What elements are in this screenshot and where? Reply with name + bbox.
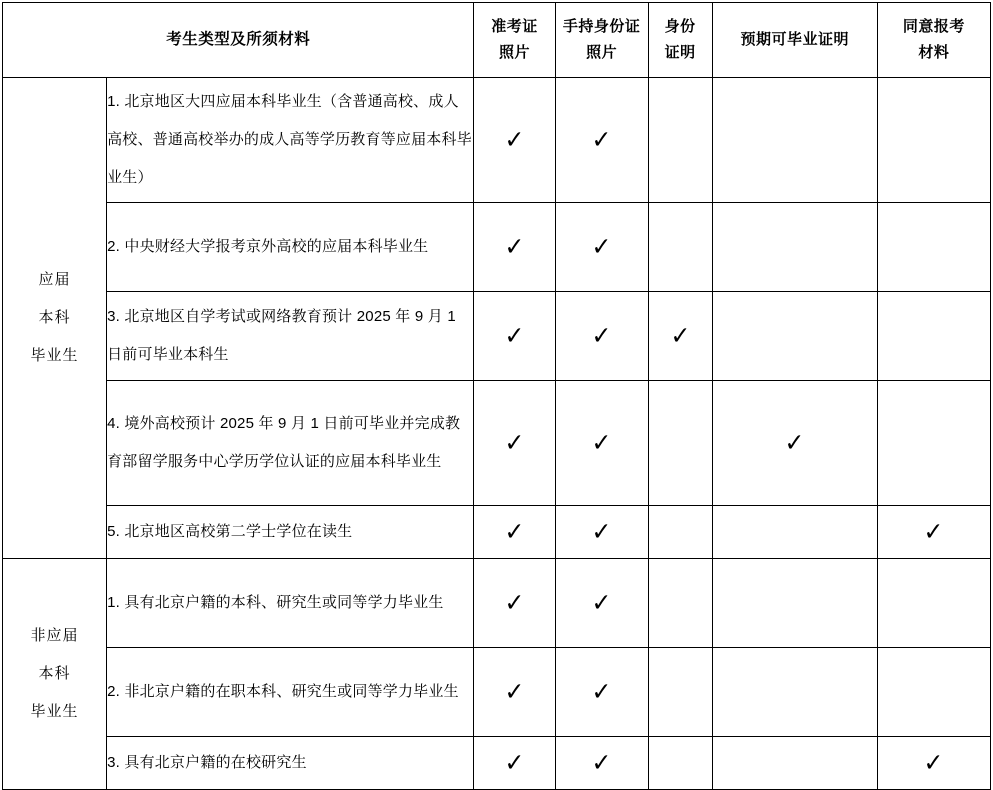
cell-handheld-id-photo — [555, 203, 648, 292]
cell-consent-material — [877, 203, 990, 292]
group-label-line1: 应届 — [38, 271, 71, 288]
column-header-admission-photo — [474, 3, 555, 78]
check-mark: ✓ — [504, 517, 525, 546]
cell-id-proof — [648, 648, 712, 737]
check-mark: ✓ — [591, 748, 612, 777]
column-header-handheld-id-photo — [555, 3, 648, 78]
column-header-admission-photo-line1: 准考证 — [491, 18, 538, 35]
cell-handheld-id-photo — [555, 506, 648, 559]
group-label-non-fresh-graduate — [3, 559, 107, 790]
cell-handheld-id-photo — [555, 648, 648, 737]
table-row — [3, 506, 991, 559]
cell-id-proof — [648, 78, 712, 203]
check-mark: ✓ — [504, 125, 525, 154]
table-row — [3, 737, 991, 790]
check-mark: ✓ — [670, 321, 691, 350]
row-description: 1. 具有北京户籍的本科、研究生或同等学力毕业生 — [107, 559, 474, 648]
check-mark: ✓ — [504, 232, 525, 261]
cell-consent-material — [877, 381, 990, 506]
row-description: 4. 境外高校预计 2025 年 9 月 1 日前可毕业并完成教育部留学服务中心学历学位认证的应届本科毕业生 — [107, 381, 474, 506]
cell-admission-photo — [474, 648, 555, 737]
cell-consent-material — [877, 648, 990, 737]
check-mark: ✓ — [504, 677, 525, 706]
cell-graduation-proof — [712, 506, 877, 559]
column-header-consent-material — [877, 3, 990, 78]
column-header-admission-photo-line2: 照片 — [499, 44, 531, 61]
check-mark: ✓ — [504, 321, 525, 350]
cell-handheld-id-photo — [555, 78, 648, 203]
cell-consent-material — [877, 292, 990, 381]
table-row — [3, 203, 991, 292]
cell-id-proof — [648, 381, 712, 506]
cell-consent-material — [877, 737, 990, 790]
cell-admission-photo — [474, 559, 555, 648]
table-header — [3, 3, 991, 78]
cell-graduation-proof — [712, 381, 877, 506]
table-row — [3, 559, 991, 648]
check-mark: ✓ — [591, 677, 612, 706]
table-row — [3, 292, 991, 381]
cell-graduation-proof — [712, 203, 877, 292]
check-mark: ✓ — [591, 517, 612, 546]
column-header-consent-material-line2: 材料 — [918, 44, 950, 61]
table-row — [3, 381, 991, 506]
cell-consent-material — [877, 78, 990, 203]
column-header-candidate-type: 考生类型及所须材料 — [3, 3, 474, 78]
cell-graduation-proof — [712, 737, 877, 790]
group-label-line2: 本科 — [38, 665, 71, 682]
cell-id-proof — [648, 506, 712, 559]
cell-admission-photo — [474, 78, 555, 203]
row-description: 5. 北京地区高校第二学士学位在读生 — [107, 506, 474, 559]
cell-admission-photo — [474, 292, 555, 381]
check-mark: ✓ — [591, 321, 612, 350]
table-row — [3, 78, 991, 203]
cell-id-proof — [648, 203, 712, 292]
group-label-line3: 毕业生 — [30, 703, 79, 720]
column-header-handheld-id-photo-line1: 手持身份证 — [562, 18, 641, 35]
cell-graduation-proof — [712, 78, 877, 203]
check-mark: ✓ — [923, 517, 944, 546]
column-header-id-proof-line1: 身份 — [664, 18, 696, 35]
check-mark: ✓ — [591, 428, 612, 457]
group-label-line1: 非应届 — [30, 627, 79, 644]
row-description: 3. 具有北京户籍的在校研究生 — [107, 737, 474, 790]
group-label-line2: 本科 — [38, 309, 71, 326]
document-page — [0, 2, 993, 777]
cell-admission-photo — [474, 203, 555, 292]
check-mark: ✓ — [504, 588, 525, 617]
cell-id-proof — [648, 559, 712, 648]
check-mark: ✓ — [591, 588, 612, 617]
row-description: 2. 非北京户籍的在职本科、研究生或同等学力毕业生 — [107, 648, 474, 737]
cell-id-proof — [648, 737, 712, 790]
cell-consent-material — [877, 506, 990, 559]
row-description: 2. 中央财经大学报考京外高校的应届本科毕业生 — [107, 203, 474, 292]
check-mark: ✓ — [923, 748, 944, 777]
table-row — [3, 648, 991, 737]
table-body — [3, 78, 991, 790]
cell-handheld-id-photo — [555, 292, 648, 381]
column-header-id-proof-line2: 证明 — [664, 44, 696, 61]
cell-handheld-id-photo — [555, 737, 648, 790]
column-header-handheld-id-photo-line2: 照片 — [586, 44, 618, 61]
header-row — [3, 3, 991, 78]
row-description: 3. 北京地区自学考试或网络教育预计 2025 年 9 月 1 日前可毕业本科生 — [107, 292, 474, 381]
check-mark: ✓ — [784, 428, 805, 457]
check-mark: ✓ — [504, 428, 525, 457]
column-header-graduation-proof-line1: 预期可毕业证明 — [740, 31, 850, 48]
cell-admission-photo — [474, 737, 555, 790]
cell-id-proof — [648, 292, 712, 381]
column-header-graduation-proof — [712, 3, 877, 78]
group-label-line3: 毕业生 — [30, 347, 79, 364]
cell-admission-photo — [474, 506, 555, 559]
cell-handheld-id-photo — [555, 381, 648, 506]
check-mark: ✓ — [504, 748, 525, 777]
cell-graduation-proof — [712, 292, 877, 381]
column-header-consent-material-line1: 同意报考 — [902, 18, 965, 35]
cell-graduation-proof — [712, 648, 877, 737]
cell-consent-material — [877, 559, 990, 648]
group-label-fresh-graduate — [3, 78, 107, 559]
cell-handheld-id-photo — [555, 559, 648, 648]
column-header-id-proof — [648, 3, 712, 78]
check-mark: ✓ — [591, 125, 612, 154]
cell-admission-photo — [474, 381, 555, 506]
candidate-requirements-table — [2, 2, 991, 790]
cell-graduation-proof — [712, 559, 877, 648]
check-mark: ✓ — [591, 232, 612, 261]
row-description: 1. 北京地区大四应届本科毕业生（含普通高校、成人高校、普通高校举办的成人高等学历教育等应届本科毕业生） — [107, 78, 474, 203]
